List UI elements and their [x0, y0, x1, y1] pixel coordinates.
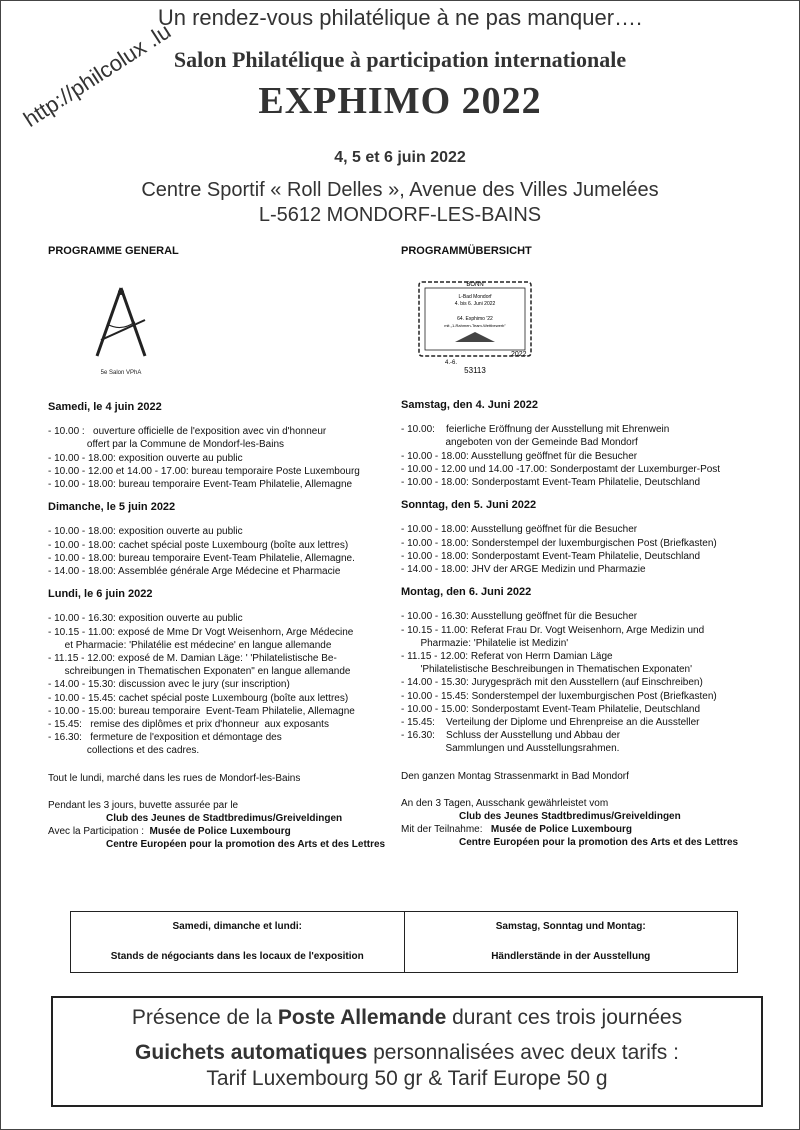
venue-address: Centre Sportif « Roll Delles », Avenue des Villes Jumelées	[141, 179, 659, 201]
schedule-line: - 15.45: Verteilung der Diplome und Ehrenpreise an die Aussteller	[401, 717, 700, 729]
schedule-line: - 11.15 - 12.00: Referat von Herrn Damian Läge	[401, 651, 613, 663]
dealers-fr-title: Samedi, dimanche et lundi:	[172, 921, 302, 932]
website-link[interactable]: http://philcolux .lu	[19, 18, 176, 132]
postal-services-box	[51, 996, 763, 1107]
stamp-line2: 4. bis 6. Juni 2022	[454, 301, 496, 307]
catering-intro: An den 3 Tagen, Ausschank gewährleistet vom	[401, 797, 609, 809]
dealers-fr-text: Stands de négociants dans les locaux de l'exposition	[110, 951, 364, 962]
participation-row	[48, 825, 393, 838]
schedule-line: - 10.00 - 18.00: Sonderpostamt Event-Team Philatelie, Deutschland	[401, 477, 701, 489]
stamp-date: 4.-6.	[445, 360, 458, 366]
line-text: Présence de la	[131, 1006, 278, 1029]
line-text: durant ces trois journées	[446, 1006, 683, 1029]
schedule-line: - 10.00 - 18.00: Ausstellung geöffnet für die Besucher	[401, 524, 638, 536]
day-title: Samstag, den 4. Juni 2022	[401, 399, 538, 411]
schedule-line: - 16.30: Schluss der Ausstellung und Abbau der	[401, 730, 621, 742]
participation-2: Centre Européen pour la promotion des Arts et des Lettres	[106, 839, 386, 851]
dealers-fr	[71, 912, 405, 972]
day-title: Dimanche, le 5 juin 2022	[48, 501, 176, 514]
event-name: EXPHIMO 2022	[258, 80, 542, 122]
schedule-line: - 16.30: fermeture de l'exposition et démontage des	[48, 732, 282, 744]
schedule-line: - 14.00 - 18.00: Assemblée générale Arge Médecine et Pharmacie	[48, 566, 341, 578]
stamp-postcode: 53113	[464, 366, 486, 375]
schedule-line: - 14.00 - 15.30: discussion avec le jury (sur inscription)	[48, 679, 290, 691]
schedule-line: - 10.00 - 18.00: exposition ouverte au public	[48, 526, 243, 538]
poste-allemande-line	[53, 1006, 761, 1030]
salon-title: Salon Philatélique à participation internationale	[173, 47, 627, 72]
schedule-line: - 14.00 - 15.30: Jurygespräch mit den Ausstellern (auf Einschreiben)	[401, 677, 703, 689]
market-note: Den ganzen Montag Strassenmarkt in Bad Mondorf	[401, 770, 629, 782]
schedule-line: - 10.00 - 18.00: exposition ouverte au public	[48, 452, 243, 464]
day-block	[401, 399, 781, 489]
schedule-line: 'Philatelistische Beschreibungen in Thematischen Exponaten'	[401, 664, 693, 676]
schedule-line: Sammlungen und Ausstellungsrahmen.	[401, 743, 620, 755]
line-text: personnalisées avec deux tarifs :	[367, 1041, 679, 1064]
schedule-line: schreibungen in Thematischen Exponaten" en langue allemande	[48, 666, 351, 678]
schedule-line: - 10.00 - 18.00: cachet spécial poste Luxembourg (boîte aux lettres)	[48, 539, 349, 551]
dealers-box	[70, 911, 738, 973]
catering-club: Club des Jeunes Stadtbredimus/Greiveldingen	[459, 811, 681, 823]
schedule-line: - 10.00: feierliche Eröffnung der Ausstellung mit Ehrenwein	[401, 424, 670, 436]
venue-city: L-5612 MONDORF-LES-BAINS	[258, 204, 542, 226]
schedule-line: - 10.00 - 15.45: cachet spécial poste Luxembourg (boîte aux lettres)	[48, 692, 349, 704]
stamp-line3: 64. Exphimo '22	[457, 316, 493, 322]
day-title: Samedi, le 4 juin 2022	[48, 401, 162, 413]
compass-a-logo-icon	[87, 284, 155, 379]
participation-1: Musée de Police Luxembourg	[490, 824, 633, 836]
programme-de	[401, 399, 781, 850]
schedule-line: angeboten von der Gemeinde Bad Mondorf	[401, 437, 638, 449]
day-title: Sonntag, den 5. Juni 2022	[401, 499, 537, 512]
participation-intro: Mit der Teilnahme:	[401, 824, 483, 836]
logo-caption: 5e Salon VPhA	[100, 370, 142, 376]
day-block	[401, 586, 781, 755]
day-title: Lundi, le 6 juin 2022	[48, 588, 153, 601]
schedule-line: offert par la Commune de Mondorf-les-Bains	[48, 439, 285, 451]
line-bold: Guichets automatiques	[135, 1041, 368, 1064]
schedule-line: Pharmazie: 'Philatelie ist Medizin'	[401, 637, 569, 649]
day-block	[48, 501, 393, 578]
tarif-line: Tarif Luxembourg 50 gr & Tarif Europe 50 g	[206, 1067, 608, 1090]
schedule-line: - 10.00 - 15.00: bureau temporaire Event-Team Philatelie, Allemagne	[48, 705, 355, 717]
day-block	[48, 401, 393, 491]
participation-row	[401, 823, 781, 836]
schedule-line: - 14.00 - 18.00: JHV der ARGE Medizin und Pharmazie	[401, 564, 646, 576]
schedule-line: - 10.00 - 12.00 et 14.00 - 17.00: bureau temporaire Poste Luxembourg	[48, 465, 360, 477]
stamp-line1: L-Bad Mondorf	[458, 294, 492, 300]
stamp-line4: mit „1-Rahmen-Team-Wettbewerb"	[444, 323, 506, 328]
day-block	[48, 588, 393, 757]
catering-intro: Pendant les 3 jours, buvette assurée par le	[48, 799, 239, 811]
schedule-line: - 11.15 - 12.00: exposé de M. Damian Läge: ' 'Philatelistische Be-	[48, 653, 337, 665]
schedule-line: - 10.00 - 18.00: Sonderstempel der luxemburgischen Post (Briefkasten)	[401, 537, 717, 549]
catering-club: Club des Jeunes de Stadtbredimus/Greiveldingen	[106, 813, 343, 825]
schedule-line: - 10.15 - 11.00: exposé de Mme Dr Vogt Weisenhorn, Arge Médecine	[48, 626, 354, 638]
schedule-line: - 10.00 - 18.00: bureau temporaire Event-Team Philatelie, Allemagne.	[48, 552, 355, 564]
tagline: Un rendez-vous philatélique à ne pas manquer….	[157, 5, 643, 30]
schedule-line: - 10.00 - 15.00: Sonderpostamt Event-Team Philatelie, Deutschland	[401, 703, 701, 715]
programme-heading-de: PROGRAMMÜBERSICHT	[401, 245, 532, 257]
participation-intro: Avec la Participation :	[48, 826, 144, 838]
stamp-city: BONN	[466, 282, 484, 288]
schedule-line: - 10.00 - 18.00: Ausstellung geöffnet für die Besucher	[401, 450, 638, 462]
event-dates: 4, 5 et 6 juin 2022	[334, 149, 466, 166]
dealers-de	[405, 912, 738, 972]
schedule-line: - 10.00 - 18.00: Sonderpostamt Event-Team Philatelie, Deutschland	[401, 550, 701, 562]
schedule-line: et Pharmacie: 'Philatélie est médecine' en langue allemande	[48, 639, 332, 651]
day-title: Montag, den 6. Juni 2022	[401, 586, 532, 599]
schedule-line: - 10.00 - 18.00: bureau temporaire Event-Team Philatelie, Allemagne	[48, 479, 353, 491]
dealers-de-text: Händlerstände in der Ausstellung	[491, 951, 651, 962]
participation-1: Musée de Police Luxembourg	[149, 826, 291, 838]
market-note: Tout le lundi, marché dans les rues de Mondorf-les-Bains	[48, 772, 301, 784]
dealers-de-title: Samstag, Sonntag und Montag:	[495, 921, 646, 932]
line-bold: Poste Allemande	[277, 1006, 447, 1029]
schedule-line: - 10.00 - 16.30: Ausstellung geöffnet für die Besucher	[401, 611, 638, 623]
schedule-line: - 10.15 - 11.00: Referat Frau Dr. Vogt Weisenhorn, Arge Medizin und	[401, 624, 705, 636]
stamp-year: 2022	[511, 351, 527, 358]
programme-fr	[48, 401, 393, 852]
participation-2: Centre Européen pour la promotion des Arts et des Lettres	[459, 837, 739, 849]
day-block	[401, 499, 781, 576]
schedule-line: - 10.00 - 15.45: Sonderstempel der luxemburgischen Post (Briefkasten)	[401, 690, 717, 702]
programme-heading-fr: PROGRAMME GENERAL	[48, 245, 179, 257]
schedule-line: collections et des cadres.	[48, 745, 200, 757]
schedule-line: - 10.00 : ouverture officielle de l'exposition avec vin d'honneur	[48, 426, 327, 438]
schedule-line: - 15.45: remise des diplômes et prix d'honneur aux exposants	[48, 719, 329, 731]
schedule-line: - 10.00 - 16.30: exposition ouverte au public	[48, 613, 243, 625]
guichets-line	[53, 1041, 761, 1065]
postmark-stamp-icon	[415, 276, 535, 376]
schedule-line: - 10.00 - 12.00 und 14.00 -17.00: Sonderpostamt der Luxemburger-Post	[401, 463, 721, 475]
